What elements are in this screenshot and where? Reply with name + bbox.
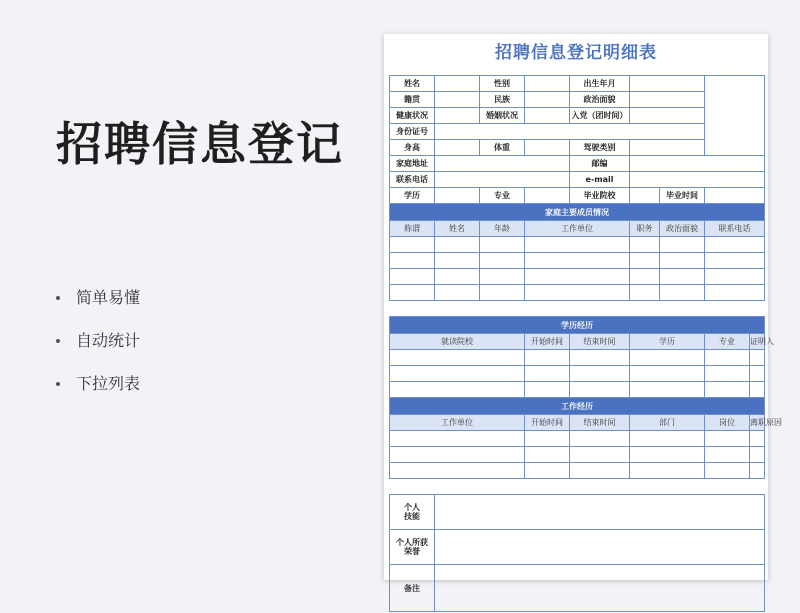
column-header: 结束时间 bbox=[570, 334, 630, 350]
input-cell[interactable] bbox=[660, 269, 705, 285]
form-preview bbox=[384, 34, 782, 593]
input-cell[interactable] bbox=[435, 108, 480, 124]
input-cell[interactable] bbox=[705, 237, 765, 253]
input-cell[interactable] bbox=[570, 463, 630, 479]
input-cell[interactable] bbox=[435, 172, 570, 188]
input-cell[interactable] bbox=[390, 269, 435, 285]
input-cell[interactable] bbox=[435, 92, 480, 108]
table-row bbox=[390, 350, 765, 366]
label-cell: 联系电话 bbox=[390, 172, 435, 188]
section-header-education: 学历经历 bbox=[390, 317, 765, 334]
column-header: 姓名 bbox=[435, 221, 480, 237]
column-header: 岗位 bbox=[705, 415, 750, 431]
input-cell[interactable] bbox=[570, 350, 630, 366]
input-cell[interactable] bbox=[435, 530, 765, 565]
input-cell[interactable] bbox=[705, 188, 765, 204]
label-cell: 身高 bbox=[390, 140, 435, 156]
input-cell[interactable] bbox=[435, 140, 480, 156]
input-cell[interactable] bbox=[630, 76, 705, 92]
table-row bbox=[390, 366, 765, 382]
input-cell[interactable] bbox=[435, 565, 765, 612]
label-cell: e-mail bbox=[570, 172, 630, 188]
table-row bbox=[390, 156, 765, 172]
input-cell[interactable] bbox=[390, 463, 525, 479]
bullet-icon bbox=[56, 382, 60, 386]
input-cell[interactable] bbox=[705, 269, 765, 285]
input-cell[interactable] bbox=[705, 285, 765, 301]
input-cell[interactable] bbox=[525, 140, 570, 156]
table-row bbox=[390, 530, 765, 565]
input-cell[interactable] bbox=[435, 76, 480, 92]
label-cell: 驾驶类别 bbox=[570, 140, 630, 156]
column-header: 学历 bbox=[630, 334, 705, 350]
input-cell[interactable] bbox=[525, 382, 570, 398]
label-cell: 毕业时间 bbox=[660, 188, 705, 204]
label-cell: 姓名 bbox=[390, 76, 435, 92]
input-cell[interactable] bbox=[525, 463, 570, 479]
column-header: 工作单位 bbox=[390, 415, 525, 431]
table-row bbox=[390, 76, 765, 92]
column-header: 专业 bbox=[705, 334, 750, 350]
table-row bbox=[390, 431, 765, 447]
bullet-icon bbox=[56, 339, 60, 343]
label-cell-honors: 个人所获 荣誉 bbox=[390, 530, 435, 565]
label-cell: 婚姻状况 bbox=[480, 108, 525, 124]
table-row bbox=[390, 463, 765, 479]
photo-cell[interactable] bbox=[705, 76, 765, 156]
table-row bbox=[390, 317, 765, 334]
input-cell[interactable] bbox=[525, 366, 570, 382]
input-cell[interactable] bbox=[525, 188, 570, 204]
input-cell[interactable] bbox=[525, 447, 570, 463]
page-title: 招聘信息登记 bbox=[56, 117, 344, 171]
input-cell[interactable] bbox=[750, 382, 765, 398]
table-row bbox=[390, 447, 765, 463]
feature-item: 简单易懂 bbox=[56, 284, 140, 327]
table-row bbox=[390, 269, 765, 285]
input-cell[interactable] bbox=[630, 463, 705, 479]
table-row bbox=[390, 415, 765, 431]
table-row bbox=[390, 334, 765, 350]
feature-list bbox=[56, 284, 140, 413]
input-cell[interactable] bbox=[435, 285, 480, 301]
input-cell[interactable] bbox=[630, 431, 705, 447]
column-header: 离职原因 bbox=[750, 415, 765, 431]
table-row bbox=[390, 221, 765, 237]
input-cell[interactable] bbox=[435, 124, 705, 140]
input-cell[interactable] bbox=[570, 366, 630, 382]
input-cell[interactable] bbox=[630, 285, 660, 301]
column-header: 就读院校 bbox=[390, 334, 525, 350]
label-cell: 出生年月 bbox=[570, 76, 630, 92]
input-cell[interactable] bbox=[435, 253, 480, 269]
label-cell: 毕业院校 bbox=[570, 188, 630, 204]
table-row bbox=[390, 188, 765, 204]
input-cell[interactable] bbox=[705, 382, 750, 398]
section-header-family: 家庭主要成员情况 bbox=[390, 204, 765, 221]
input-cell[interactable] bbox=[660, 285, 705, 301]
label-cell: 政治面貌 bbox=[570, 92, 630, 108]
label-cell: 体重 bbox=[480, 140, 525, 156]
bullet-icon bbox=[56, 296, 60, 300]
input-cell[interactable] bbox=[570, 382, 630, 398]
input-cell[interactable] bbox=[630, 253, 660, 269]
input-cell[interactable] bbox=[705, 366, 750, 382]
input-cell[interactable] bbox=[525, 431, 570, 447]
label-cell: 专业 bbox=[480, 188, 525, 204]
table-row bbox=[390, 253, 765, 269]
input-cell[interactable] bbox=[480, 285, 525, 301]
input-cell[interactable] bbox=[525, 269, 630, 285]
input-cell[interactable] bbox=[525, 108, 570, 124]
input-cell[interactable] bbox=[630, 188, 660, 204]
input-cell[interactable] bbox=[525, 350, 570, 366]
input-cell[interactable] bbox=[525, 253, 630, 269]
label-cell: 籍贯 bbox=[390, 92, 435, 108]
input-cell[interactable] bbox=[660, 253, 705, 269]
input-cell[interactable] bbox=[570, 431, 630, 447]
label-cell-skills: 个人 技能 bbox=[390, 495, 435, 530]
input-cell[interactable] bbox=[390, 382, 525, 398]
input-cell[interactable] bbox=[750, 350, 765, 366]
input-cell[interactable] bbox=[750, 447, 765, 463]
spacer-row bbox=[390, 479, 765, 495]
feature-item: 自动统计 bbox=[56, 327, 140, 370]
table-row bbox=[390, 398, 765, 415]
input-cell[interactable] bbox=[750, 463, 765, 479]
input-cell[interactable] bbox=[390, 253, 435, 269]
input-cell[interactable] bbox=[570, 447, 630, 463]
input-cell[interactable] bbox=[435, 495, 765, 530]
table-row bbox=[390, 285, 765, 301]
table-row bbox=[390, 172, 765, 188]
input-cell[interactable] bbox=[705, 463, 750, 479]
label-cell: 邮编 bbox=[570, 156, 630, 172]
input-cell[interactable] bbox=[705, 431, 750, 447]
input-cell[interactable] bbox=[630, 382, 705, 398]
table-row bbox=[390, 382, 765, 398]
column-header: 年龄 bbox=[480, 221, 525, 237]
label-cell: 入党（团时间） bbox=[570, 108, 630, 124]
input-cell[interactable] bbox=[390, 447, 525, 463]
input-cell[interactable] bbox=[750, 366, 765, 382]
column-header: 证明人 bbox=[750, 334, 765, 350]
column-header: 联系电话 bbox=[705, 221, 765, 237]
label-cell-notes: 备注 bbox=[390, 565, 435, 612]
input-cell[interactable] bbox=[390, 237, 435, 253]
input-cell[interactable] bbox=[480, 269, 525, 285]
input-cell[interactable] bbox=[390, 431, 525, 447]
input-cell[interactable] bbox=[435, 156, 570, 172]
input-cell[interactable] bbox=[435, 237, 480, 253]
table-row bbox=[390, 204, 765, 221]
input-cell[interactable] bbox=[705, 350, 750, 366]
input-cell[interactable] bbox=[480, 237, 525, 253]
column-header: 开始时间 bbox=[525, 334, 570, 350]
column-header: 称谓 bbox=[390, 221, 435, 237]
column-header: 工作单位 bbox=[525, 221, 630, 237]
input-cell[interactable] bbox=[705, 447, 750, 463]
input-cell[interactable] bbox=[750, 431, 765, 447]
table-row bbox=[390, 495, 765, 530]
input-cell[interactable] bbox=[630, 92, 705, 108]
section-header-work: 工作经历 bbox=[390, 398, 765, 415]
input-cell[interactable] bbox=[390, 285, 435, 301]
column-header: 职务 bbox=[630, 221, 660, 237]
input-cell[interactable] bbox=[630, 366, 705, 382]
input-cell[interactable] bbox=[630, 350, 705, 366]
table-row bbox=[390, 237, 765, 253]
input-cell[interactable] bbox=[705, 253, 765, 269]
input-cell[interactable] bbox=[390, 366, 525, 382]
input-cell[interactable] bbox=[435, 188, 480, 204]
input-cell[interactable] bbox=[480, 253, 525, 269]
input-cell[interactable] bbox=[630, 108, 705, 124]
input-cell[interactable] bbox=[525, 92, 570, 108]
feature-item: 下拉列表 bbox=[56, 370, 140, 413]
label-cell: 家庭地址 bbox=[390, 156, 435, 172]
table-row bbox=[390, 565, 765, 612]
input-cell[interactable] bbox=[525, 285, 630, 301]
label-cell: 学历 bbox=[390, 188, 435, 204]
input-cell[interactable] bbox=[630, 156, 765, 172]
input-cell[interactable] bbox=[630, 140, 705, 156]
input-cell[interactable] bbox=[630, 269, 660, 285]
input-cell[interactable] bbox=[525, 237, 630, 253]
column-header: 结束时间 bbox=[570, 415, 630, 431]
input-cell[interactable] bbox=[660, 237, 705, 253]
label-cell: 健康状况 bbox=[390, 108, 435, 124]
column-header: 部门 bbox=[630, 415, 705, 431]
input-cell[interactable] bbox=[630, 447, 705, 463]
label-cell: 民族 bbox=[480, 92, 525, 108]
input-cell[interactable] bbox=[630, 172, 765, 188]
label-cell: 身份证号 bbox=[390, 124, 435, 140]
input-cell[interactable] bbox=[435, 269, 480, 285]
label-cell: 性别 bbox=[480, 76, 525, 92]
registration-table bbox=[389, 75, 782, 612]
spacer-row bbox=[390, 301, 765, 317]
column-header: 政治面貌 bbox=[660, 221, 705, 237]
form-title: 招聘信息登记明细表 bbox=[495, 43, 657, 63]
input-cell[interactable] bbox=[390, 350, 525, 366]
input-cell[interactable] bbox=[525, 76, 570, 92]
column-header: 开始时间 bbox=[525, 415, 570, 431]
input-cell[interactable] bbox=[630, 237, 660, 253]
